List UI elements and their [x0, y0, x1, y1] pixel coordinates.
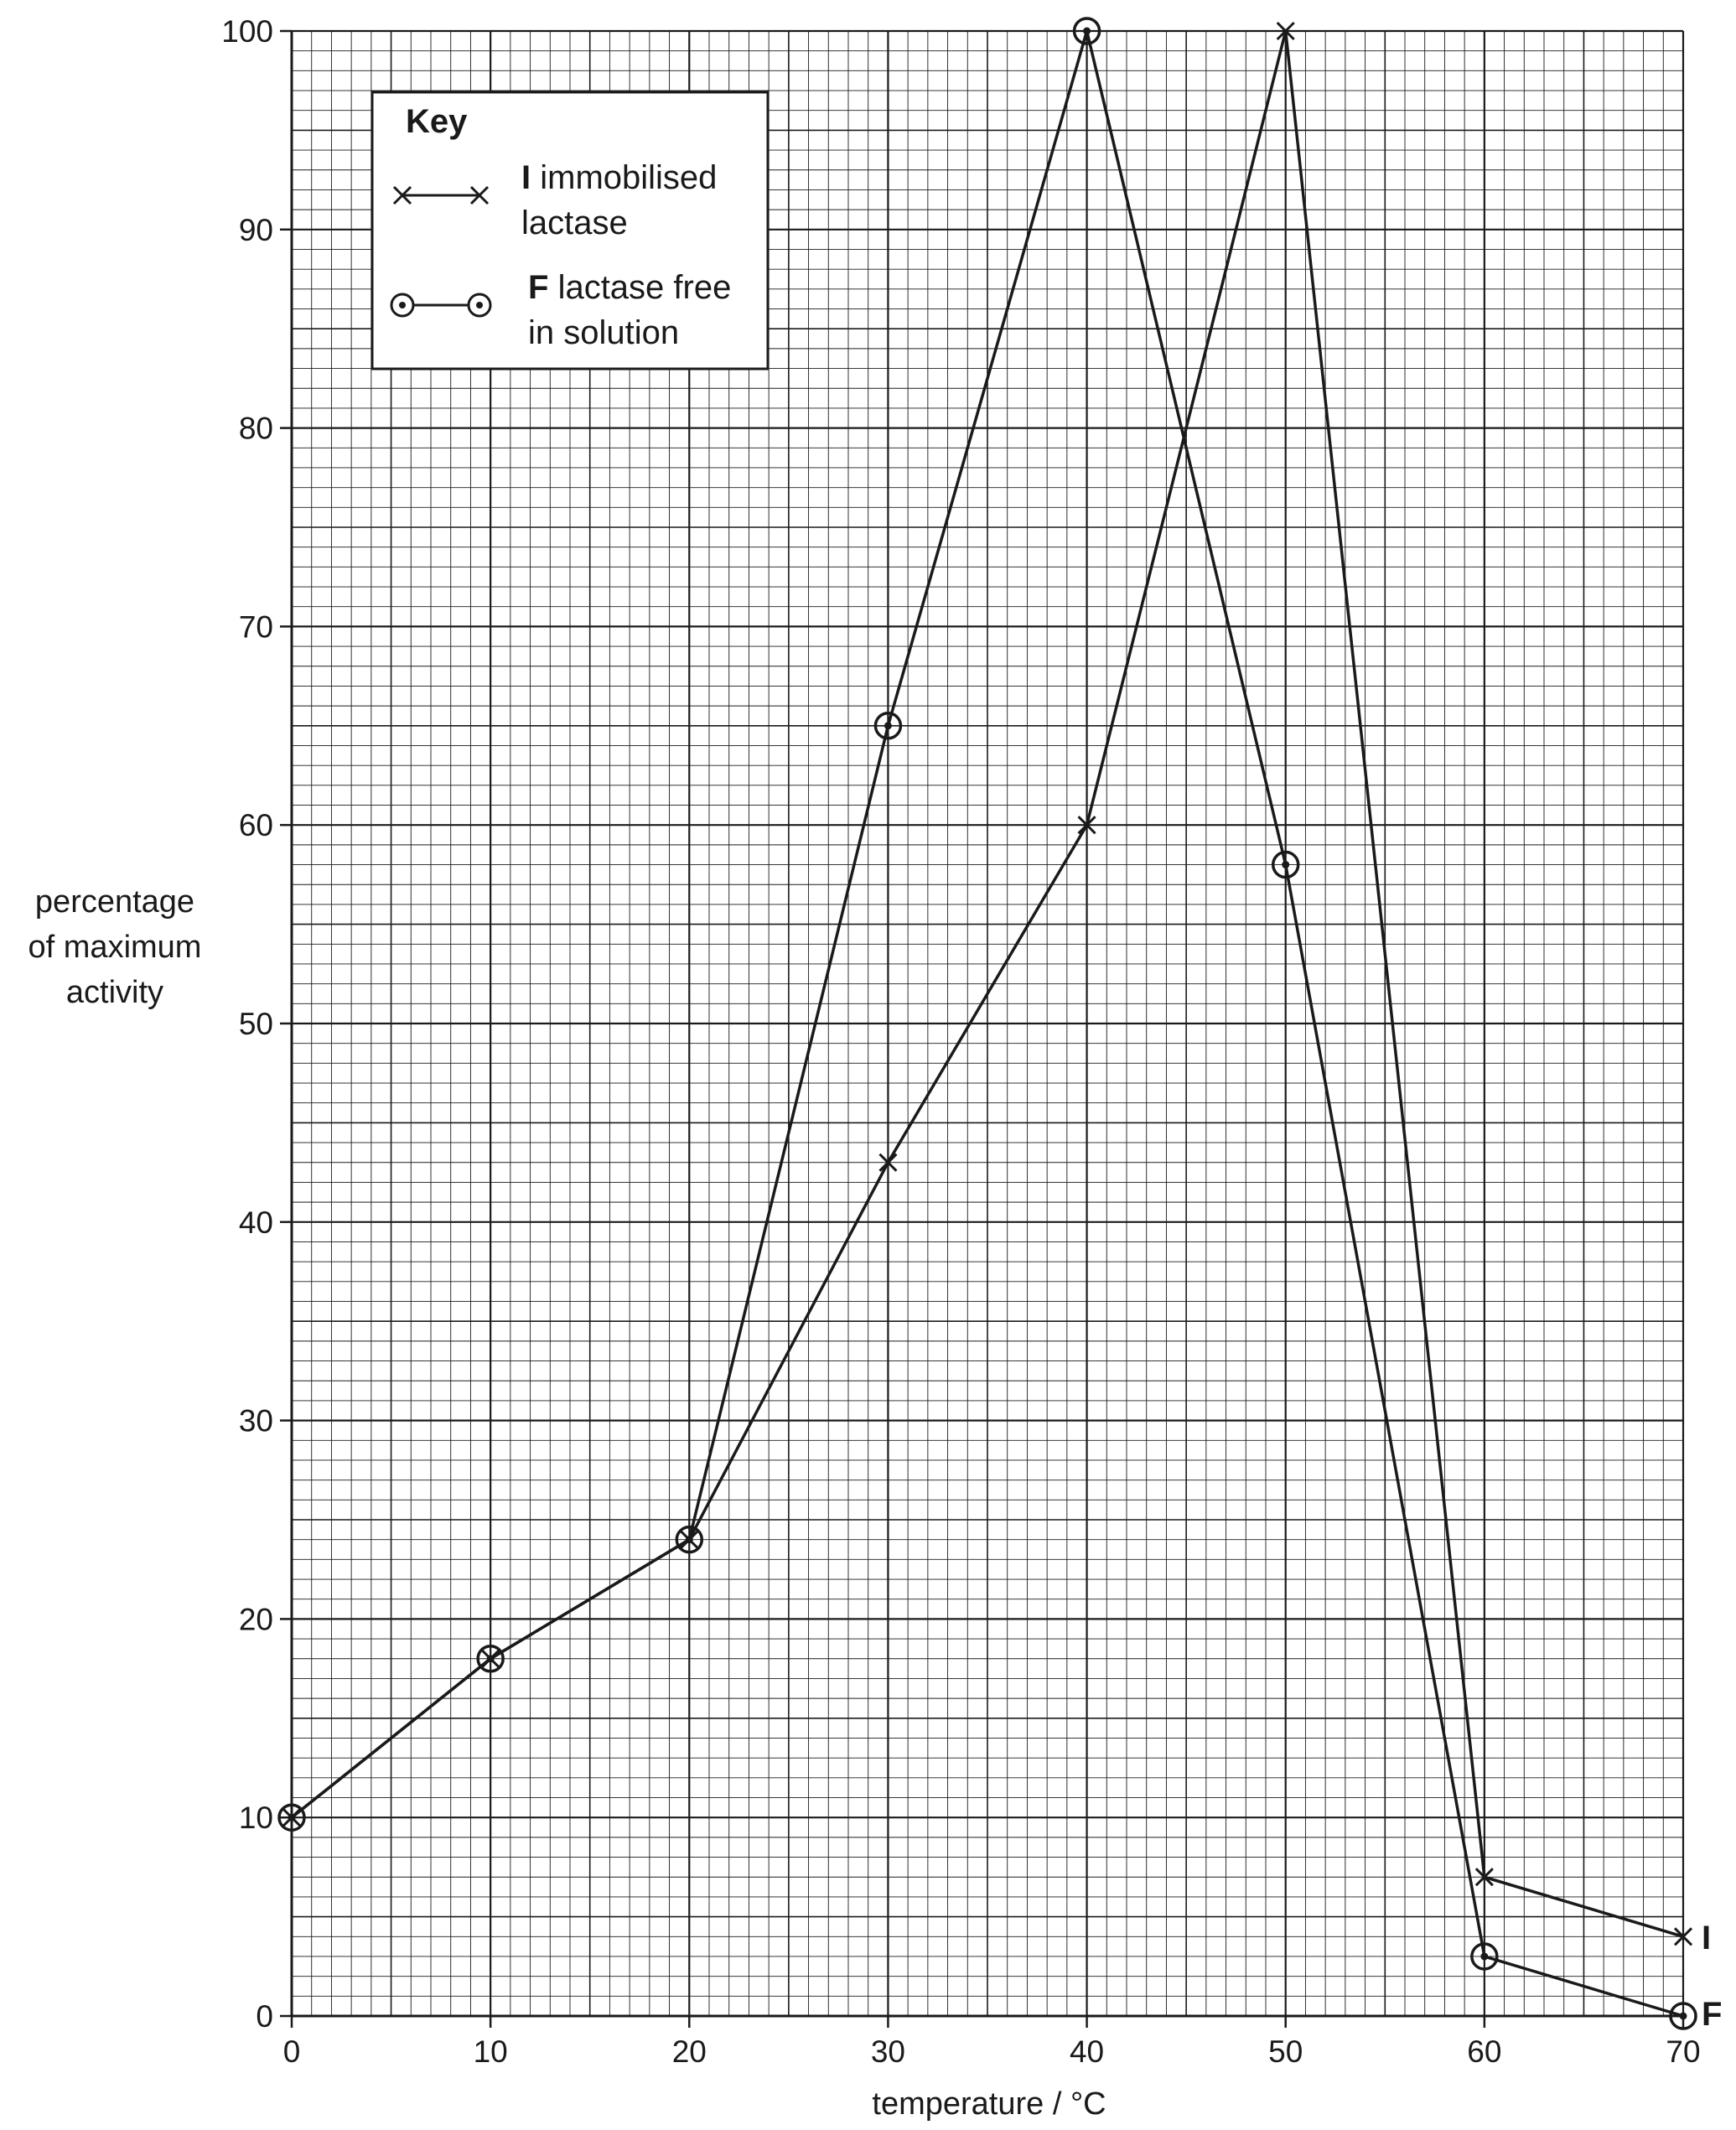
y-tick-label: 20 [238, 1602, 273, 1637]
y-axis-label-line-2: of maximum [28, 930, 202, 965]
legend [372, 92, 768, 369]
legend-F-line2: in solution [528, 314, 680, 351]
y-tick-label: 100 [221, 14, 273, 49]
y-tick-label: 30 [238, 1403, 273, 1438]
svg-text:I immobilised [521, 159, 717, 196]
x-tick-label: 30 [870, 2034, 906, 2069]
y-tick-labels [221, 14, 292, 2034]
x-tick-label: 40 [1069, 2034, 1105, 2069]
legend-F-letter: F [528, 269, 549, 306]
x-tick-label: 20 [671, 2034, 707, 2069]
y-axis-label-line-3: activity [65, 975, 164, 1010]
legend-I-line1: immobilised [540, 159, 718, 196]
y-tick-label: 90 [238, 212, 273, 247]
y-tick-label: 60 [238, 808, 273, 843]
series-F-end-label: F [1702, 1996, 1723, 2033]
y-tick-label: 50 [238, 1007, 273, 1041]
legend-I-line2: lactase [521, 205, 628, 241]
y-tick-label: 40 [238, 1205, 273, 1240]
svg-text:F lactase free [528, 269, 731, 306]
x-axis-label: temperature / °C [872, 2086, 1106, 2122]
x-tick-label: 0 [282, 2034, 301, 2069]
y-axis-label [29, 884, 202, 1010]
series-I-end-label: I [1702, 1920, 1712, 1956]
y-tick-label: 0 [256, 1999, 273, 2034]
legend-F-line1: lactase free [557, 269, 732, 306]
y-tick-label: 10 [238, 1801, 273, 1836]
legend-I-letter: I [521, 159, 531, 196]
x-tick-labels [283, 2016, 1701, 2069]
y-axis-label-line-1: percentage [34, 884, 195, 920]
x-tick-label: 70 [1666, 2034, 1701, 2069]
legend-title: Key [406, 103, 468, 140]
y-tick-label: 80 [238, 411, 273, 446]
x-tick-label: 50 [1268, 2034, 1303, 2069]
x-tick-label: 10 [473, 2034, 508, 2069]
y-tick-label: 70 [238, 609, 273, 645]
x-tick-label: 60 [1467, 2034, 1502, 2069]
